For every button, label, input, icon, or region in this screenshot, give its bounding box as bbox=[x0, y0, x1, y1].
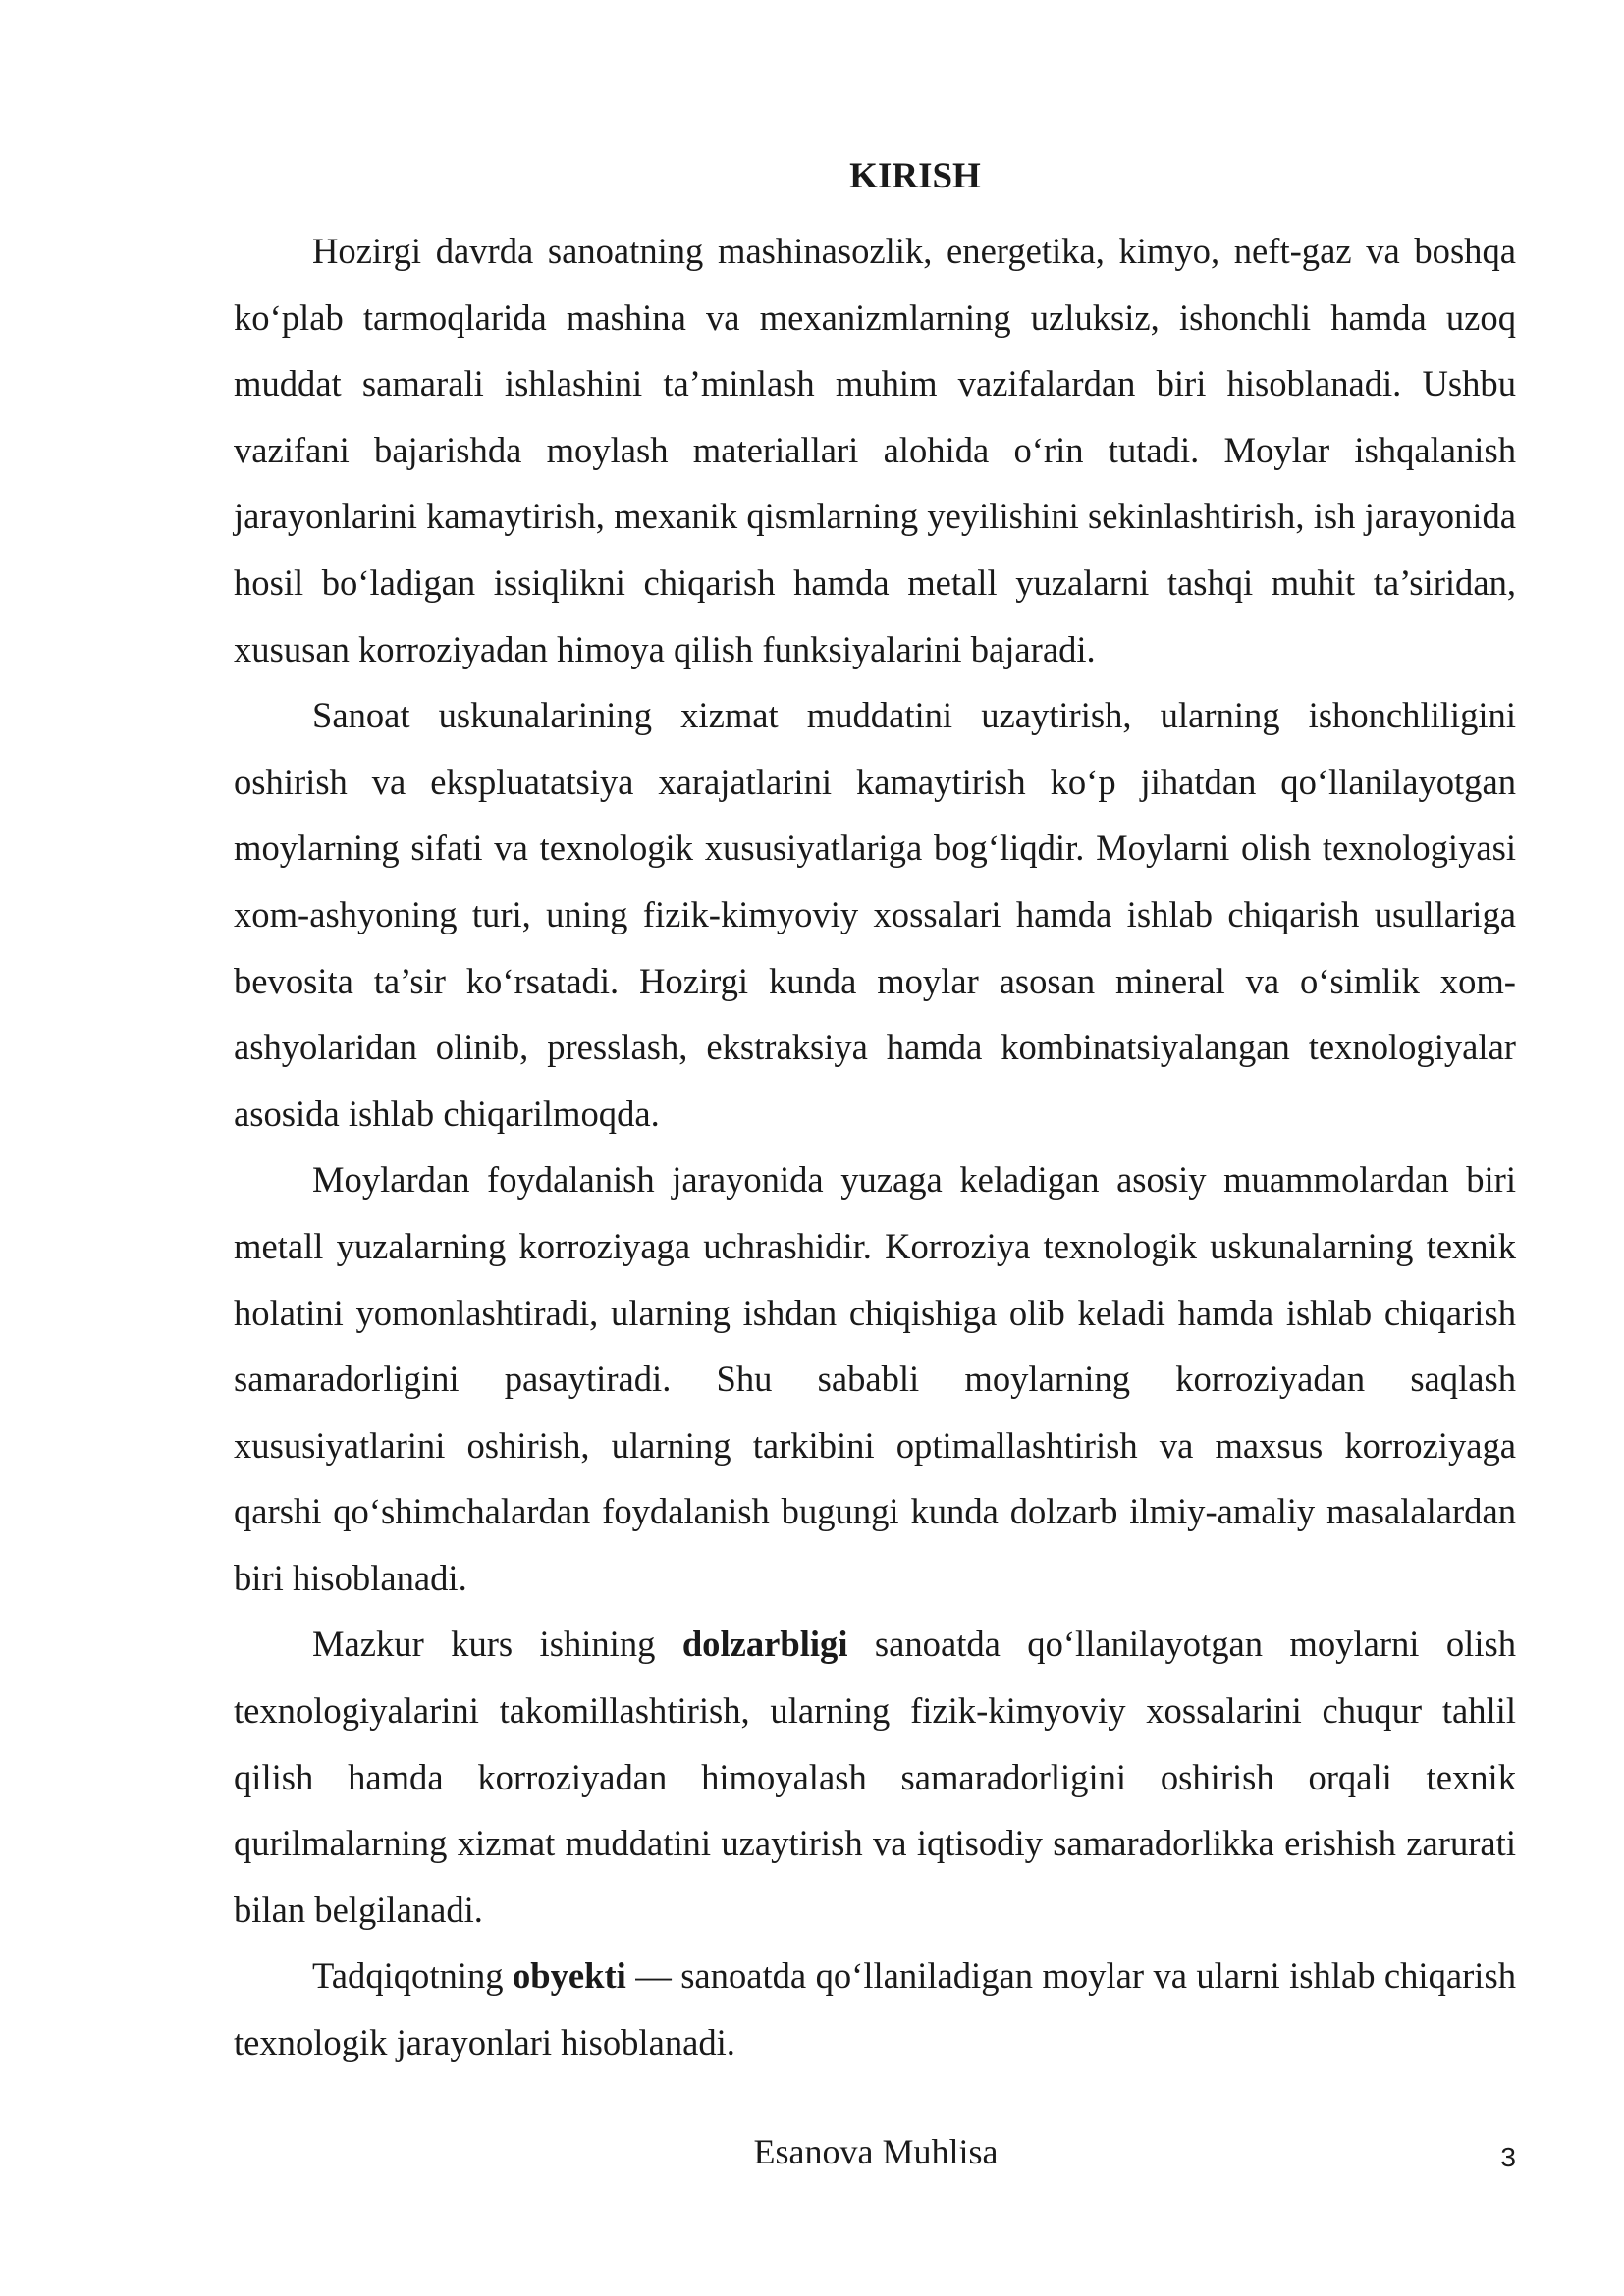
paragraph-2: Sanoat uskunalarining xizmat muddatini uzaytirish, ularning ishonchliligini oshirish va ekspluatatsiya xarajatlarini kamaytirish ko‘p jihatdan qo‘llanilayotgan moylarning sifati va texnologik xususiyatlariga bog‘liqdir. Moylarni olish texnologiyasi xom-ashyoning turi, uning fizik-kimyoviy xossalari hamda ishlab chiqarish usullariga bevosita ta’sir ko‘rsatadi. Hozirgi kunda moylar asosan mineral va o‘simlik xom-ashyolaridan olinib, presslash, ekstraksiya hamda kombinatsiyalangan texnologiyalar asosida ishlab chiqarilmoqda. bbox=[234, 695, 1516, 1134]
page-number: 3 bbox=[1500, 2142, 1516, 2172]
paragraph-1: Hozirgi davrda sanoatning mashinasozlik, energetika, kimyo, neft-gaz va boshqa ko‘plab tarmoqlarida mashina va mexanizmlarning uzluksiz, ishonchli hamda uzoq muddat samarali ishlashini ta’minlash muhim vazifalardan biri hisoblanadi. Ushbu vazifani bajarishda moylash materiallari alohida o‘rin tutadi. Moylar ishqalanish jarayonlarini kamaytirish, mexanik qismlarning yeyilishini sekinlashtirish, ish jarayonida hosil bo‘ladigan issiqlikni chiqarish hamda metall yuzalarni tashqi muhit ta’siridan, xususan korroziyadan himoya qilish funksiyalarini bajaradi. bbox=[234, 231, 1516, 669]
footer-author: Esanova Muhlisa bbox=[753, 2132, 999, 2171]
paragraph-5 bbox=[234, 1943, 1516, 2075]
paragraph-4-bold-term: dolzarbligi bbox=[681, 1624, 848, 1665]
paragraph-3: Moylardan foydalanish jarayonida yuzaga keladigan asosiy muammolardan biri metall yuzalarning korroziyaga uchrashidir. Korroziya texnologik uskunalarning texnik holatini yomonlashtiradi, ularning ishdan chiqishiga olib keladi hamda ishlab chiqarish samaradorligini pasaytiradi. Shu sababli moylarning korroziyadan saqlash xususiyatlarini oshirish, ularning tarkibini optimallashtirish va maxsus korroziyaga qarshi qo‘shimchalardan foydalanish bugungi kunda dolzarb ilmiy-amaliy masalalardan biri hisoblanadi. bbox=[234, 1159, 1516, 1598]
section-heading: KIRISH bbox=[849, 156, 981, 196]
paragraph-4 bbox=[234, 1611, 1516, 1943]
paragraph-5-bold-term: obyekti bbox=[512, 1955, 626, 1997]
body-text bbox=[234, 218, 1516, 2076]
paragraph-4-lead: Mazkur kurs ishining bbox=[312, 1624, 682, 1665]
paragraph-5-rest: — sanoatda qo‘llaniladigan moylar va ularni ishlab chiqarish texnologik jarayonlari hisoblanadi. bbox=[234, 1955, 1516, 2063]
paragraph-5-lead: Tadqiqotning bbox=[312, 1955, 513, 1997]
paragraph-4-rest: sanoatda qo‘llanilayotgan moylarni olish texnologiyalarini takomillashtirish, ularning fizik-kimyoviy xossalarini chuqur tahlil qilish hamda korroziyadan himoyalash samaradorligini oshirish orqali texnik qurilmalarning xizmat muddatini uzaytirish va iqtisodiy samaradorlikka erishish zarurati bilan belgilanadi. bbox=[234, 1624, 1517, 1930]
